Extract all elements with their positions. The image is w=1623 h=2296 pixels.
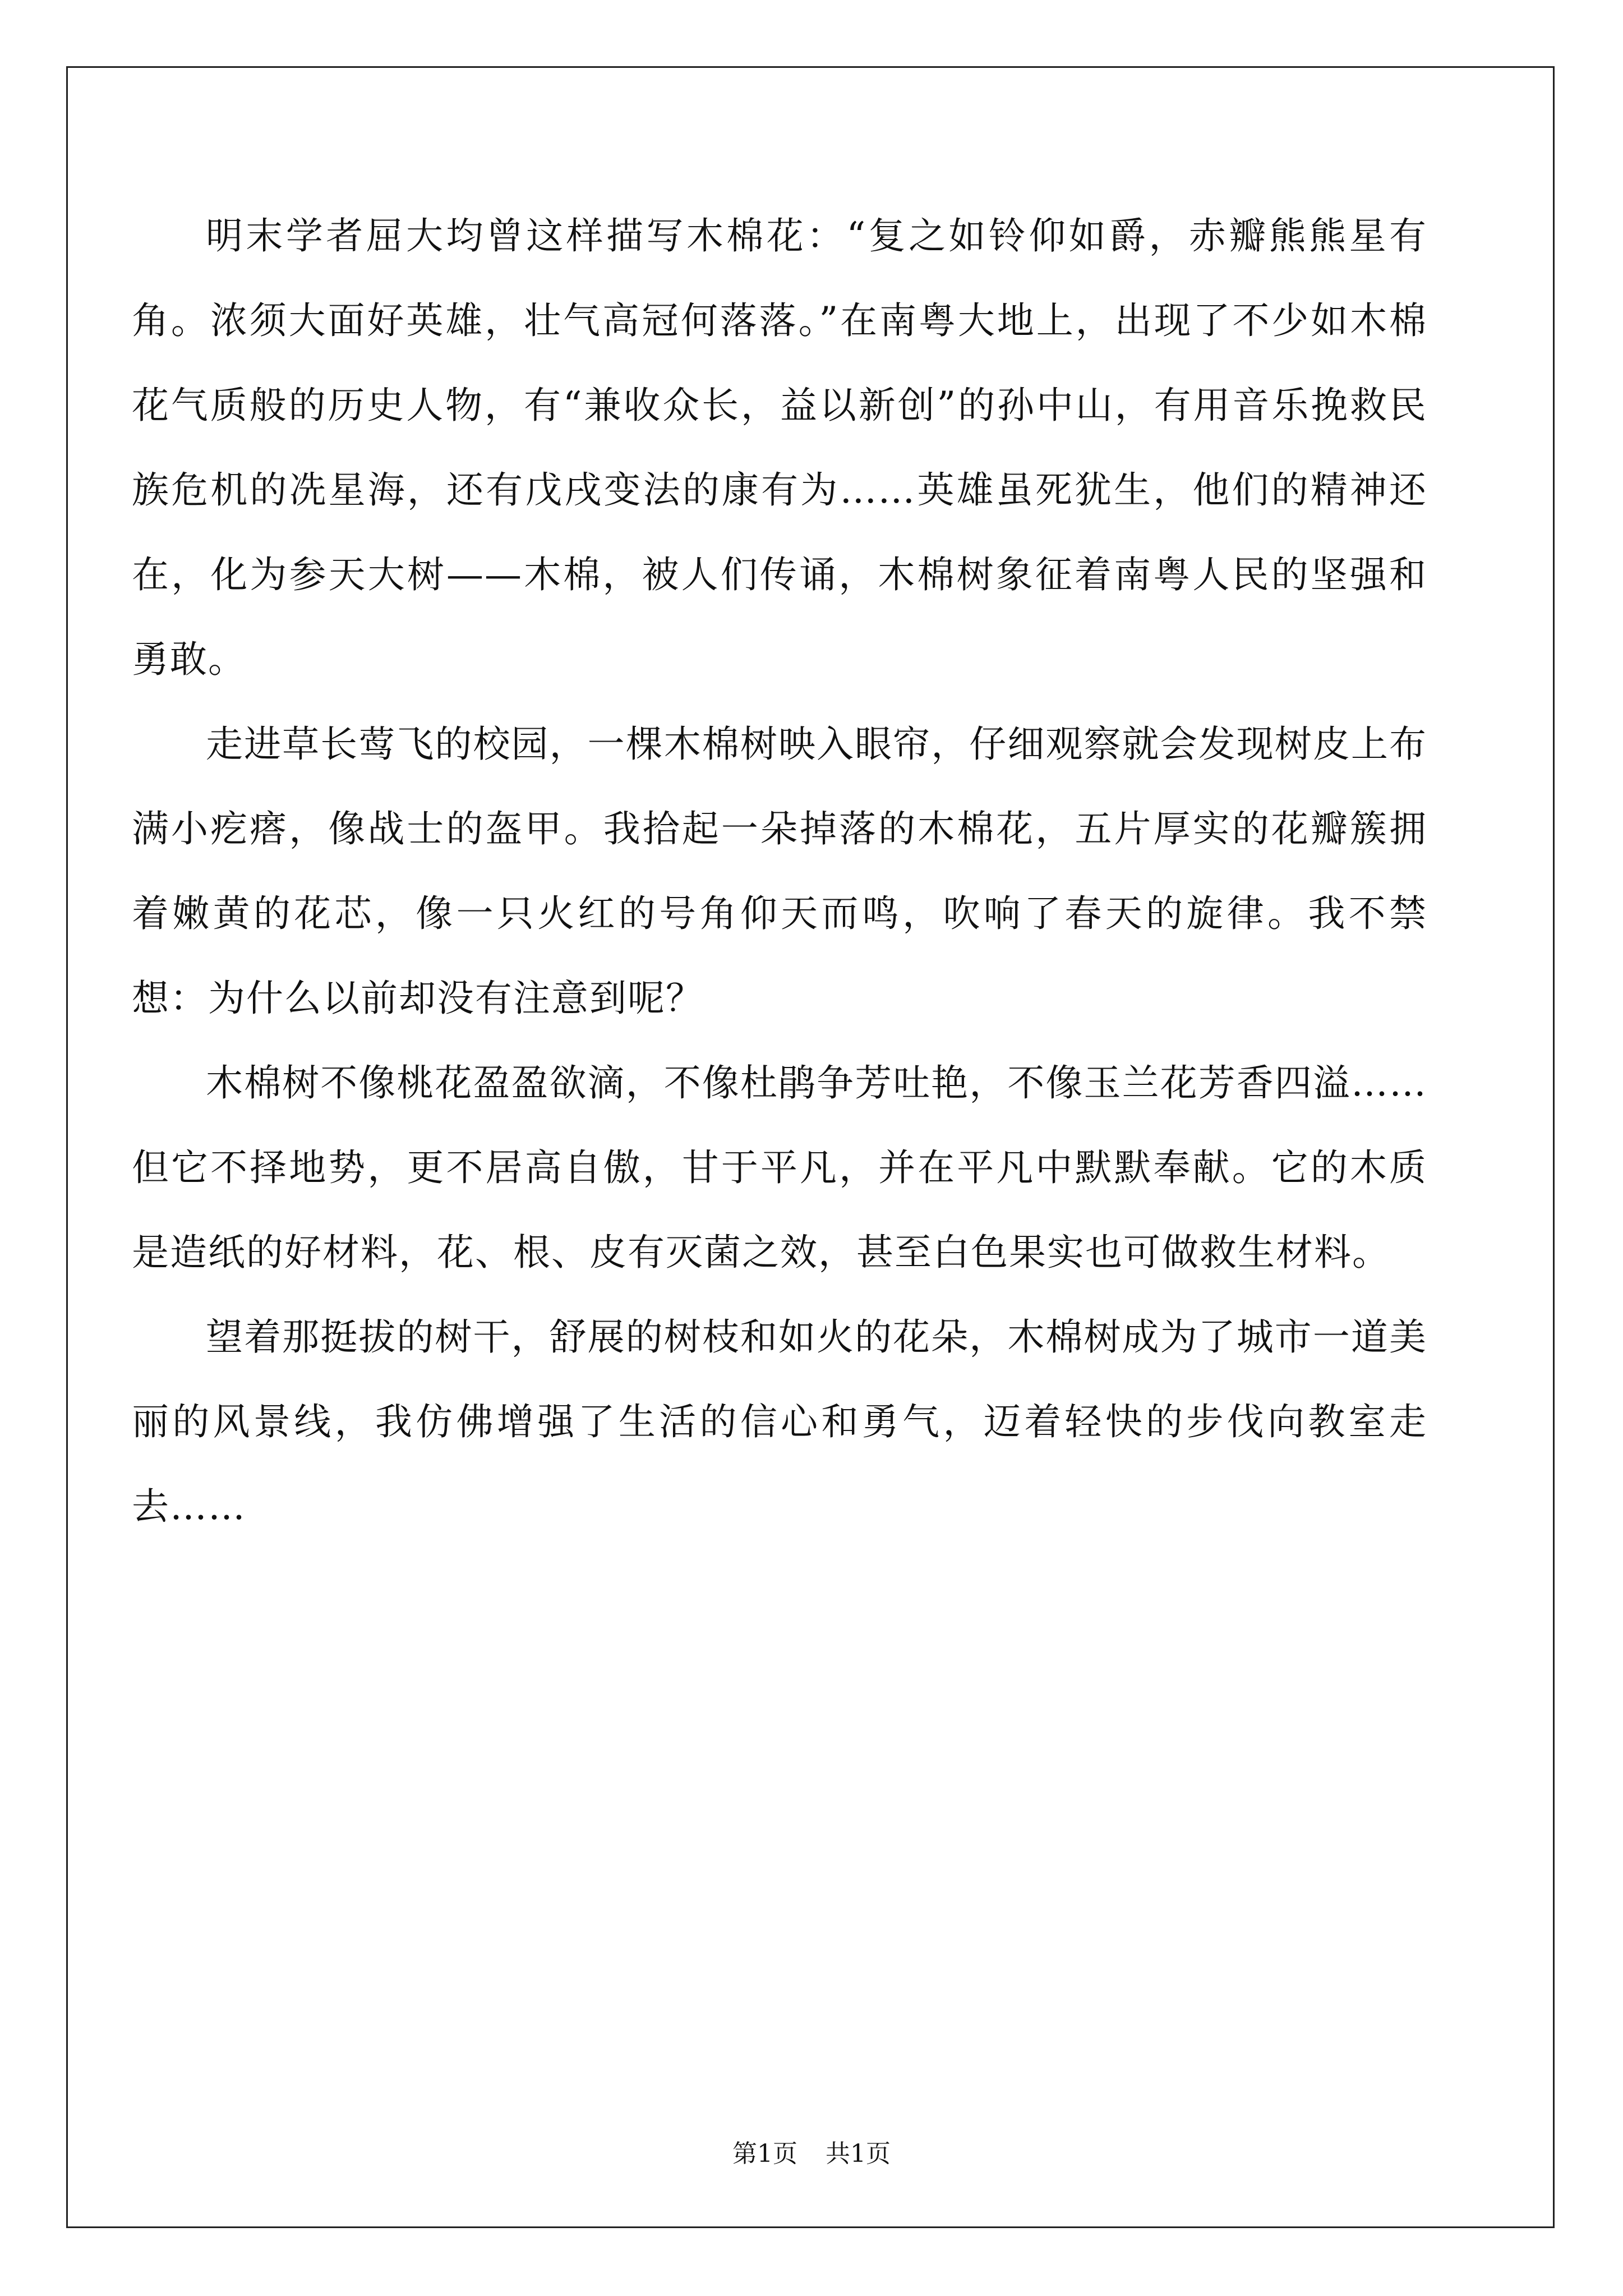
page-footer — [0, 2137, 1623, 2171]
paragraph-4: 望着那挺拔的树干，舒展的树枝和如火的花朵，木棉树成为了城市一道美丽的风景线，我仿佛增强了生活的信心和勇气，迈着轻快的步伐向教室走去…… — [132, 1315, 1427, 1528]
document-body — [132, 194, 1427, 1549]
page-number-current: 第1页 — [732, 2139, 797, 2168]
page-number-total: 共1页 — [826, 2139, 891, 2168]
paragraph-1: 明末学者屈大均曾这样描写木棉花：“复之如铃仰如爵，赤瓣熊熊星有角。浓须大面好英雄，壮气高冠何落落。”在南粤大地上，出现了不少如木棉花气质般的历史人物，有“兼收众长，益以新创”的孙中山，有用音乐挽救民族危机的冼星海，还有戊戌变法的康有为……英雄虽死犹生，他们的精神还在，化为参天大树——木棉，被人们传诵，木棉树象征着南粤人民的坚强和勇敢。 — [132, 214, 1427, 681]
paragraph-3: 木棉树不像桃花盈盈欲滴，不像杜鹃争芳吐艳，不像玉兰花芳香四溢……但它不择地势，更不居高自傲，甘于平凡，并在平凡中默默奉献。它的木质是造纸的好材料，花、根、皮有灭菌之效，甚至白色果实也可做救生材料。 — [132, 1061, 1427, 1274]
paragraph-2: 走进草长莺飞的校园，一棵木棉树映入眼帘，仔细观察就会发现树皮上布满小疙瘩，像战士的盔甲。我拾起一朵掉落的木棉花，五片厚实的花瓣簇拥着嫩黄的花芯，像一只火红的号角仰天而鸣，吹响了春天的旋律。我不禁想：为什么以前却没有注意到呢？ — [132, 723, 1427, 1020]
